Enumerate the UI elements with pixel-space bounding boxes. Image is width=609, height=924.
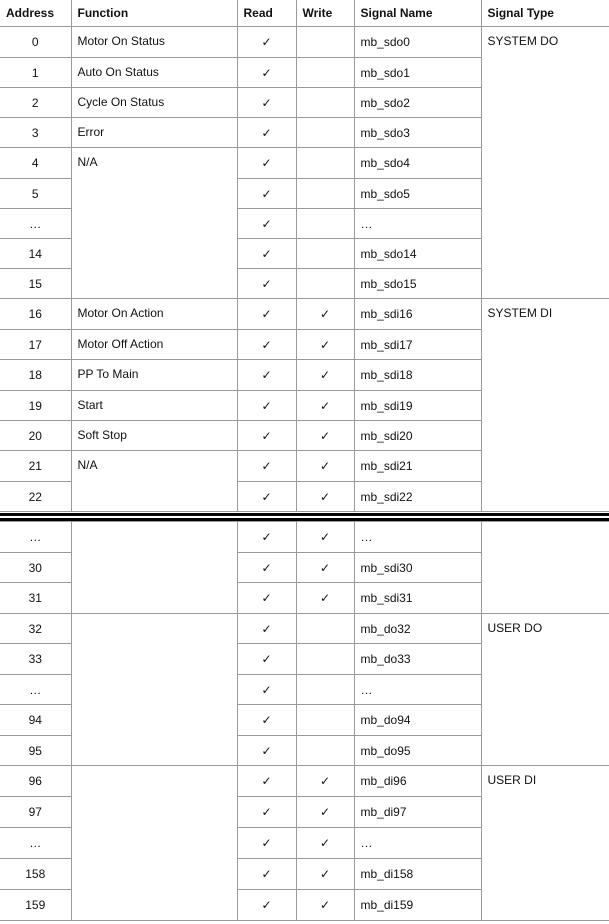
read-cell: ✓ [237, 522, 296, 553]
function-cell: Motor On Action [71, 299, 237, 330]
write-cell: ✓ [296, 482, 354, 512]
write-cell [296, 736, 354, 766]
header-signal-type: Signal Type [481, 0, 609, 27]
write-cell [296, 705, 354, 736]
function-cell: Start [71, 391, 237, 421]
write-cell: ✓ [296, 859, 354, 890]
address-cell: 30 [0, 553, 71, 583]
read-cell: ✓ [237, 828, 296, 859]
write-cell: ✓ [296, 360, 354, 391]
address-cell: 21 [0, 451, 71, 482]
table-header-row [0, 0, 609, 27]
write-cell [296, 644, 354, 675]
write-cell: ✓ [296, 299, 354, 330]
read-cell: ✓ [237, 148, 296, 179]
table-row [0, 299, 609, 330]
address-cell: … [0, 675, 71, 705]
write-cell [296, 88, 354, 118]
read-cell: ✓ [237, 644, 296, 675]
function-cell: N/A [71, 148, 237, 299]
address-cell: 32 [0, 614, 71, 644]
function-cell: Motor On Status [71, 27, 237, 58]
write-cell: ✓ [296, 583, 354, 614]
signal-name-cell: mb_sdi16 [354, 299, 481, 330]
read-cell: ✓ [237, 890, 296, 921]
write-cell: ✓ [296, 766, 354, 797]
signal-name-cell: … [354, 522, 481, 553]
address-cell: 18 [0, 360, 71, 391]
read-cell: ✓ [237, 766, 296, 797]
address-cell: 96 [0, 766, 71, 797]
signal-name-cell: mb_sdi17 [354, 330, 481, 360]
address-cell: 16 [0, 299, 71, 330]
write-cell [296, 614, 354, 644]
function-cell: Error [71, 118, 237, 148]
address-cell: 15 [0, 269, 71, 299]
write-cell: ✓ [296, 553, 354, 583]
address-cell: 31 [0, 583, 71, 614]
read-cell: ✓ [237, 269, 296, 299]
write-cell: ✓ [296, 451, 354, 482]
address-cell: 14 [0, 239, 71, 269]
write-cell: ✓ [296, 522, 354, 553]
signal-name-cell: mb_sdo2 [354, 88, 481, 118]
signal-name-cell: mb_sdi22 [354, 482, 481, 512]
read-cell: ✓ [237, 27, 296, 58]
read-cell: ✓ [237, 421, 296, 451]
read-cell: ✓ [237, 797, 296, 828]
address-cell: 20 [0, 421, 71, 451]
signal-name-cell: mb_sdi31 [354, 583, 481, 614]
read-cell: ✓ [237, 330, 296, 360]
read-cell: ✓ [237, 209, 296, 239]
read-cell: ✓ [237, 614, 296, 644]
signal-name-cell: mb_sdo14 [354, 239, 481, 269]
signal-name-cell: mb_sdi21 [354, 451, 481, 482]
address-cell: 94 [0, 705, 71, 736]
address-cell: 97 [0, 797, 71, 828]
write-cell: ✓ [296, 828, 354, 859]
signal-name-cell: mb_sdo0 [354, 27, 481, 58]
signal-table-part-2 [0, 521, 609, 921]
signal-name-cell: mb_do94 [354, 705, 481, 736]
signal-name-cell: mb_do95 [354, 736, 481, 766]
read-cell: ✓ [237, 675, 296, 705]
signal-name-cell: mb_sdi19 [354, 391, 481, 421]
read-cell: ✓ [237, 118, 296, 148]
function-cell [71, 766, 237, 921]
signal-name-cell: mb_sdo3 [354, 118, 481, 148]
address-cell: 158 [0, 859, 71, 890]
address-cell: 2 [0, 88, 71, 118]
signal-name-cell: mb_sdo15 [354, 269, 481, 299]
read-cell: ✓ [237, 391, 296, 421]
function-cell: Auto On Status [71, 58, 237, 88]
write-cell [296, 269, 354, 299]
read-cell: ✓ [237, 88, 296, 118]
address-cell: … [0, 209, 71, 239]
header-signal-name: Signal Name [354, 0, 481, 27]
function-cell: PP To Main [71, 360, 237, 391]
read-cell: ✓ [237, 299, 296, 330]
read-cell: ✓ [237, 859, 296, 890]
signal-name-cell: mb_sdo1 [354, 58, 481, 88]
address-cell: 159 [0, 890, 71, 921]
header-write: Write [296, 0, 354, 27]
write-cell [296, 118, 354, 148]
read-cell: ✓ [237, 239, 296, 269]
write-cell: ✓ [296, 797, 354, 828]
write-cell [296, 179, 354, 209]
address-cell: … [0, 522, 71, 553]
read-cell: ✓ [237, 736, 296, 766]
signal-name-cell: mb_do33 [354, 644, 481, 675]
write-cell: ✓ [296, 330, 354, 360]
address-cell: 0 [0, 27, 71, 58]
read-cell: ✓ [237, 553, 296, 583]
signal-type-cell [481, 522, 609, 614]
signal-name-cell: mb_di97 [354, 797, 481, 828]
read-cell: ✓ [237, 482, 296, 512]
write-cell: ✓ [296, 890, 354, 921]
signal-name-cell: mb_di159 [354, 890, 481, 921]
address-cell: 3 [0, 118, 71, 148]
table-row [0, 614, 609, 644]
page-break-divider [0, 513, 609, 521]
signal-name-cell: … [354, 828, 481, 859]
write-cell [296, 239, 354, 269]
signal-type-cell: USER DO [481, 614, 609, 766]
write-cell: ✓ [296, 391, 354, 421]
header-function: Function [71, 0, 237, 27]
table-row [0, 27, 609, 58]
write-cell: ✓ [296, 421, 354, 451]
function-cell: Soft Stop [71, 421, 237, 451]
function-cell [71, 614, 237, 766]
signal-name-cell: mb_sdi18 [354, 360, 481, 391]
address-cell: … [0, 828, 71, 859]
header-read: Read [237, 0, 296, 27]
header-address: Address [0, 0, 71, 27]
read-cell: ✓ [237, 179, 296, 209]
read-cell: ✓ [237, 58, 296, 88]
signal-name-cell: … [354, 209, 481, 239]
signal-type-cell: SYSTEM DI [481, 299, 609, 512]
address-cell: 1 [0, 58, 71, 88]
address-cell: 22 [0, 482, 71, 512]
signal-name-cell: mb_sdi20 [354, 421, 481, 451]
table-row [0, 522, 609, 553]
address-cell: 33 [0, 644, 71, 675]
signal-type-cell: USER DI [481, 766, 609, 921]
function-cell: Cycle On Status [71, 88, 237, 118]
signal-name-cell: mb_do32 [354, 614, 481, 644]
address-cell: 4 [0, 148, 71, 179]
signal-name-cell: mb_sdo5 [354, 179, 481, 209]
signal-name-cell: mb_di96 [354, 766, 481, 797]
address-cell: 5 [0, 179, 71, 209]
write-cell [296, 209, 354, 239]
signal-name-cell: mb_sdi30 [354, 553, 481, 583]
signal-name-cell: mb_di158 [354, 859, 481, 890]
address-cell: 95 [0, 736, 71, 766]
read-cell: ✓ [237, 705, 296, 736]
read-cell: ✓ [237, 583, 296, 614]
function-cell: N/A [71, 451, 237, 512]
signal-name-cell: … [354, 675, 481, 705]
read-cell: ✓ [237, 360, 296, 391]
write-cell [296, 675, 354, 705]
write-cell [296, 27, 354, 58]
function-cell [71, 522, 237, 614]
write-cell [296, 148, 354, 179]
signal-name-cell: mb_sdo4 [354, 148, 481, 179]
write-cell [296, 58, 354, 88]
signal-type-cell: SYSTEM DO [481, 27, 609, 299]
read-cell: ✓ [237, 451, 296, 482]
function-cell: Motor Off Action [71, 330, 237, 360]
address-cell: 17 [0, 330, 71, 360]
table-row [0, 766, 609, 797]
address-cell: 19 [0, 391, 71, 421]
